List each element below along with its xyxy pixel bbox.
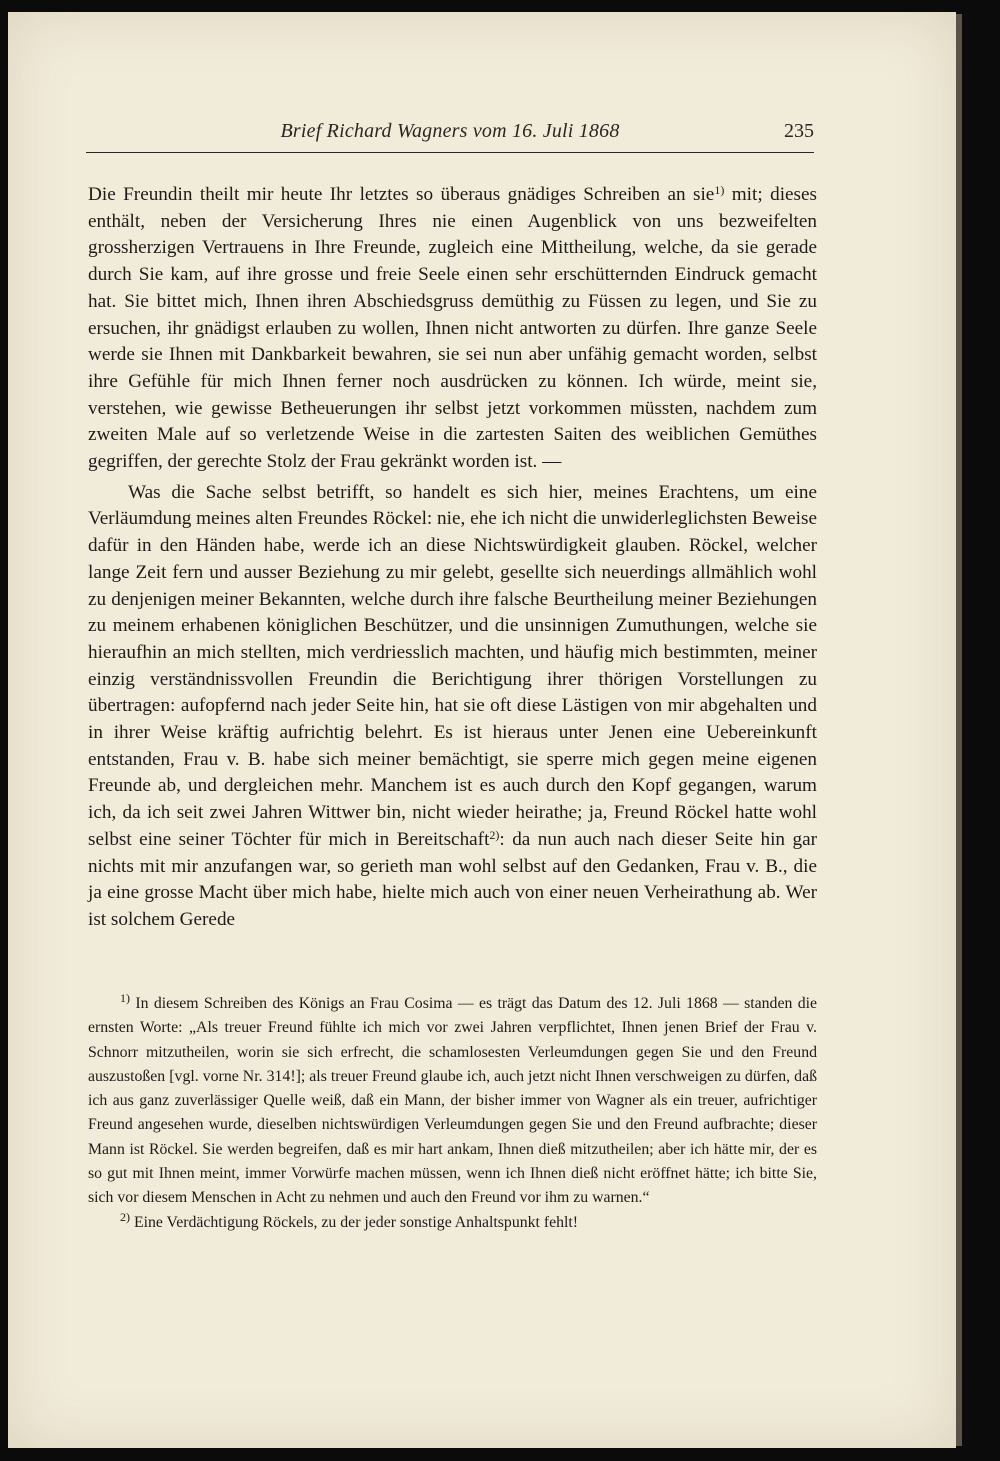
- page-edge: [956, 14, 962, 1446]
- running-title: Brief Richard Wagners vom 16. Juli 1868: [280, 120, 620, 142]
- paragraph-text: mit; dieses enthält, neben der Versicherung Ihres nie einen Augenblick von uns bezweifelten grossherzigen Vertrauens in Ihre Freunde, zugleich eine Mittheilung, welche, da sie gerade durch Sie kam, auf ihre grosse und freie Seele einen sehr erschütternden Eindruck gemacht hat. Sie bittet mich, Ihnen ihren Abschiedsgruss demüthig zu Füssen zu legen, und Sie zu ersuchen, ihr gnädigst erlauben zu wollen, Ihnen nicht antworten zu dürfen. Ihre ganze Seele werde sie Ihnen mit Dankbarkeit bewahren, sie sei nun aber unfähig gemacht worden, selbst ihre Gefühle für mich Ihnen ferner noch ausdrücken zu können. Ich würde, meint sie, verstehen, wie gewisse Betheuerungen ihr selbst jetzt vorkommen müssten, nachdem zum zweiten Male auf so verletzende Weise in die zartesten Saiten des weiblichen Gemüthes gegriffen, der gerechte Stolz der Frau gekränkt worden ist. —: [88, 184, 817, 473]
- page-number: 235: [784, 120, 814, 142]
- footnotes: [88, 992, 817, 1235]
- paragraph-text: Was die Sache selbst betrifft, so handelt es sich hier, meines Erachtens, um eine Verläumdung meines alten Freundes Röckel: nie, ehe ich nicht die unwiderleglichsten Beweise dafür in den Händen habe, werde ich an diese Nichtswürdigkeit glauben. Röckel, welcher lange Zeit fern und ausser Beziehung zu mir gelebt, gesellte sich neuerdings allmählich wohl zu denjenigen meiner Bekannten, welche durch ihre falsche Beurtheilung meiner Beziehungen zu meinem erhabenen königlichen Beschützer, und die unsinnigen Zumuthungen, welche sie hieraufhin an mich stellten, mich verdriesslich machten, und häufig mich bestimmten, meiner einzig verständnissvollen Freundin die Berichtigung ihrer thörigen Vorstellungen zu übertragen: aufopfernd nach jeder Seite hin, hat sie oft diese Lästigen von mir abgehalten und in ihrer Weise kräftig aufrichtig belehrt. Es ist hieraus unter Jenen eine Uebereinkunft entstanden, Frau v. B. habe sich meiner bemächtigt, sie sperre mich gegen meine eigenen Freunde ab, und dergleichen mehr. Manchem ist es auch durch den Kopf gegangen, warum ich, da ich seit zwei Jahren Wittwer bin, nicht wieder heirathe; ja, Freund Röckel hatte wohl selbst eine seiner Töchter für mich in Bereitschaft: [88, 481, 817, 850]
- running-header: [86, 116, 814, 153]
- footnote-text: Eine Verdächtigung Röckels, zu der jeder sonstige Anhaltspunkt fehlt!: [130, 1213, 579, 1231]
- paragraph-text: Die Freundin theilt mir heute Ihr letztes so überaus gnädiges Schreiben an sie: [88, 184, 715, 205]
- main-text: [88, 182, 817, 934]
- paragraph-1: [88, 182, 817, 476]
- paragraph-text: : da nun auch nach dieser Seite hin gar nichts mit mir anzufangen war, so gerieth man wohl selbst auf den Gedanken, Frau v. B., die ja eine grosse Macht über mich habe, hielte mich auch von einer neuen Verheirathung ab. Wer ist solchem Gerede: [88, 828, 817, 930]
- footnote-2: [88, 1211, 817, 1235]
- paragraph-2: [88, 480, 817, 934]
- footnote-ref-2: 2): [489, 827, 500, 842]
- footnote-1: [88, 992, 817, 1211]
- footnote-text: In diesem Schreiben des Königs an Frau Cosima — es trägt das Datum des 12. Juli 1868 — standen die ernsten Worte: „Als treuer Freund fühlte ich mich vor zwei Jahren verpflichtet, Ihnen jenen Brief der Frau v. Schnorr mitzutheilen, worin sie sich erfrecht, die schamlosesten Verleumdungen gegen Sie und den Freund auszustoßen [vgl. vorne Nr. 314!]; als treuer Freund glaube ich, auch jetzt nicht Ihnen verschweigen zu dürfen, daß ich aus ganz zuverlässiger Quelle weiß, daß ein Mann, der bisher immer von Wagner als ein treuer, aufrichtiger Freund angesehen wurde, dieselben nichtswürdigen Verleumdungen gegen Sie und den Freund aufbrachte; dieser Mann ist Röckel. Sie werden begreifen, daß es mir hart ankam, Ihnen dieß mitzutheilen; aber ich hätte mir, der es so gut mit Ihnen meint, immer Vorwürfe machen müssen, wenn ich Ihnen dieß nicht eröffnet hätte; ich bitte Sie, sich vor diesem Menschen in Acht zu nehmen und auch den Freund vor ihm zu warnen.“: [88, 995, 817, 1207]
- footnote-marker: 1): [120, 991, 130, 1005]
- footnote-ref-1: 1): [714, 183, 725, 197]
- footnote-marker: 2): [120, 1209, 130, 1224]
